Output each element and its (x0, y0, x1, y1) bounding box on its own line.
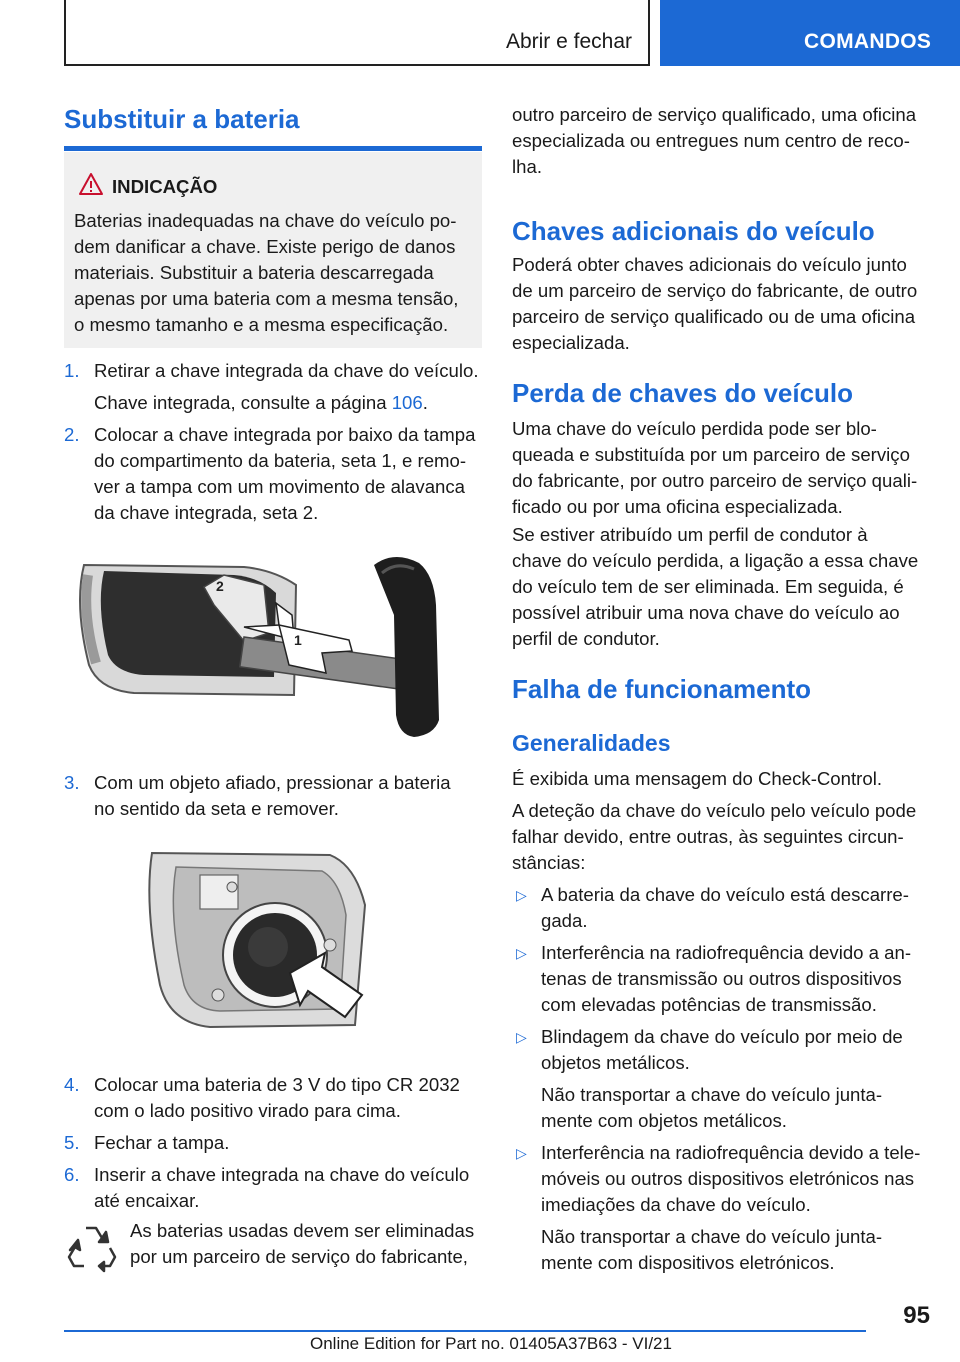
bullet-text: móveis ou outros dispositivos eletrónicos nas (541, 1168, 915, 1189)
body-text: Uma chave do veículo perdida pode ser blo- (512, 418, 877, 439)
recycle-text: por um parceiro de serviço do fabricante, (130, 1246, 468, 1267)
body-text: Poderá obter chaves adicionais do veículo junto (512, 254, 907, 275)
step-text: Colocar uma bateria de 3 V do tipo CR 2032 (94, 1074, 460, 1095)
step-sub-text (94, 390, 428, 417)
section-title-lost-keys: Perda de chaves do veículo (512, 378, 854, 408)
bullet-sub-text: Não transportar a chave do veículo junta- (541, 1084, 883, 1105)
footer-edition: Online Edition for Part no. 01405A37B63 - VI/21 (310, 1334, 672, 1353)
body-text: parceiro de serviço qualificado ou de uma oficina (512, 306, 916, 327)
step-number: 4. (64, 1074, 80, 1095)
step-text: Retirar a chave integrada da chave do veículo. (94, 360, 479, 381)
note-title: INDICAÇÃO (112, 176, 218, 197)
step-number: 5. (64, 1132, 80, 1153)
bullet-text: Interferência na radiofrequência devido a an- (541, 942, 912, 963)
step-number: 6. (64, 1164, 80, 1185)
title-rule (64, 146, 482, 151)
note-line: dem danificar a chave. Existe perigo de danos (74, 236, 456, 257)
header-frame (64, 0, 650, 66)
note-line: apenas por uma bateria com a mesma tensão, (74, 288, 459, 309)
bullet-text: objetos metálicos. (541, 1052, 690, 1073)
step-text: no sentido da seta e remover. (94, 798, 339, 819)
bullet-sub-text: Não transportar a chave do veículo junta- (541, 1226, 883, 1247)
body-text: perfil de condutor. (512, 628, 660, 649)
step-number: 3. (64, 772, 80, 793)
bullet-sub-text: mente com objetos metálicos. (541, 1110, 787, 1131)
step-number: 1. (64, 360, 80, 381)
bullet-marker: ▷ (516, 945, 527, 961)
note-line: o mesmo tamanho e a mesma especificação. (74, 314, 449, 335)
continued-text: outro parceiro de serviço qualificado, uma oficina (512, 104, 917, 125)
body-text: do fabricante, por outro parceiro de serviço quali- (512, 470, 918, 491)
key-cover-removal-figure (64, 545, 464, 745)
step-text: Fechar a tampa. (94, 1132, 230, 1153)
note-line: Baterias inadequadas na chave do veículo po- (74, 210, 457, 231)
arrow-label-2: 2 (216, 578, 224, 594)
page-number: 95 (903, 1302, 930, 1329)
step-text: do compartimento da bateria, seta 1, e remo- (94, 450, 467, 471)
continued-text: lha. (512, 156, 542, 177)
step-text: com o lado positivo virado para cima. (94, 1100, 401, 1121)
body-text: de um parceiro de serviço do fabricante, de outro (512, 280, 918, 301)
recycle-text: As baterias usadas devem ser eliminadas (130, 1220, 475, 1241)
body-text: falhar devido, entre outras, às seguintes circun- (512, 826, 904, 847)
body-text: especializada. (512, 332, 630, 353)
note-line: materiais. Substituir a bateria descarregada (74, 262, 434, 283)
bullet-marker: ▷ (516, 1029, 527, 1045)
body-text: Se estiver atribuído um perfil de condutor à (512, 524, 868, 545)
bullet-text: imediações da chave do veículo. (541, 1194, 811, 1215)
cross-ref-suffix: . (422, 392, 428, 413)
bullet-text: gada. (541, 910, 588, 931)
bullet-sub-text: mente com dispositivos eletrónicos. (541, 1252, 835, 1273)
step-text: Colocar a chave integrada por baixo da tampa (94, 424, 476, 445)
cross-ref-text: Chave integrada, consulte a página (94, 392, 392, 413)
recycling-icon (66, 1222, 118, 1274)
continued-text: especializada ou entregues num centro de reco- (512, 130, 910, 151)
section-title-replace-battery: Substituir a bateria (64, 104, 300, 134)
bullet-marker: ▷ (516, 887, 527, 903)
header-chapter-tab: COMANDOS (660, 0, 960, 66)
section-title-malfunction: Falha de funcionamento (512, 674, 812, 704)
step-text: Inserir a chave integrada na chave do veículo (94, 1164, 470, 1185)
bullet-text: Interferência na radiofrequência devido a tele- (541, 1142, 921, 1163)
bullet-text: com elevadas potências de transmissão. (541, 994, 877, 1015)
body-text: queada e substituída por um parceiro de serviço (512, 444, 910, 465)
body-text: É exibida uma mensagem do Check-Control. (512, 768, 882, 789)
subsection-title-general: Generalidades (512, 730, 671, 756)
step-text: ver a tampa com um movimento de alavanca (94, 476, 466, 497)
bullet-marker: ▷ (516, 1145, 527, 1161)
step-text: Com um objeto afiado, pressionar a bateria (94, 772, 451, 793)
step-text: até encaixar. (94, 1190, 200, 1211)
body-text: do veículo tem de ser eliminada. Em seguida, é (512, 576, 904, 597)
battery-removal-figure (140, 845, 380, 1035)
bullet-text: A bateria da chave do veículo está descarre- (541, 884, 909, 905)
caution-note (64, 152, 482, 348)
body-text: chave do veículo perdida, a ligação a essa chave (512, 550, 919, 571)
step-text: da chave integrada, seta 2. (94, 502, 319, 523)
page-link[interactable]: 106 (391, 392, 423, 413)
footer-rule (64, 1330, 866, 1332)
body-text: possível atribuir uma nova chave do veículo ao (512, 602, 900, 623)
body-text: A deteção da chave do veículo pelo veículo pode (512, 800, 917, 821)
step-number: 2. (64, 424, 80, 445)
section-title-additional-keys: Chaves adicionais do veículo (512, 216, 875, 246)
body-text: stâncias: (512, 852, 586, 873)
bullet-text: tenas de transmissão ou outros dispositivos (541, 968, 902, 989)
body-text: ficado ou por uma oficina especializada. (512, 496, 843, 517)
warning-icon (78, 172, 104, 196)
arrow-label-1: 1 (294, 632, 302, 648)
header-section: Abrir e fechar (505, 30, 632, 53)
bullet-text: Blindagem da chave do veículo por meio de (541, 1026, 903, 1047)
